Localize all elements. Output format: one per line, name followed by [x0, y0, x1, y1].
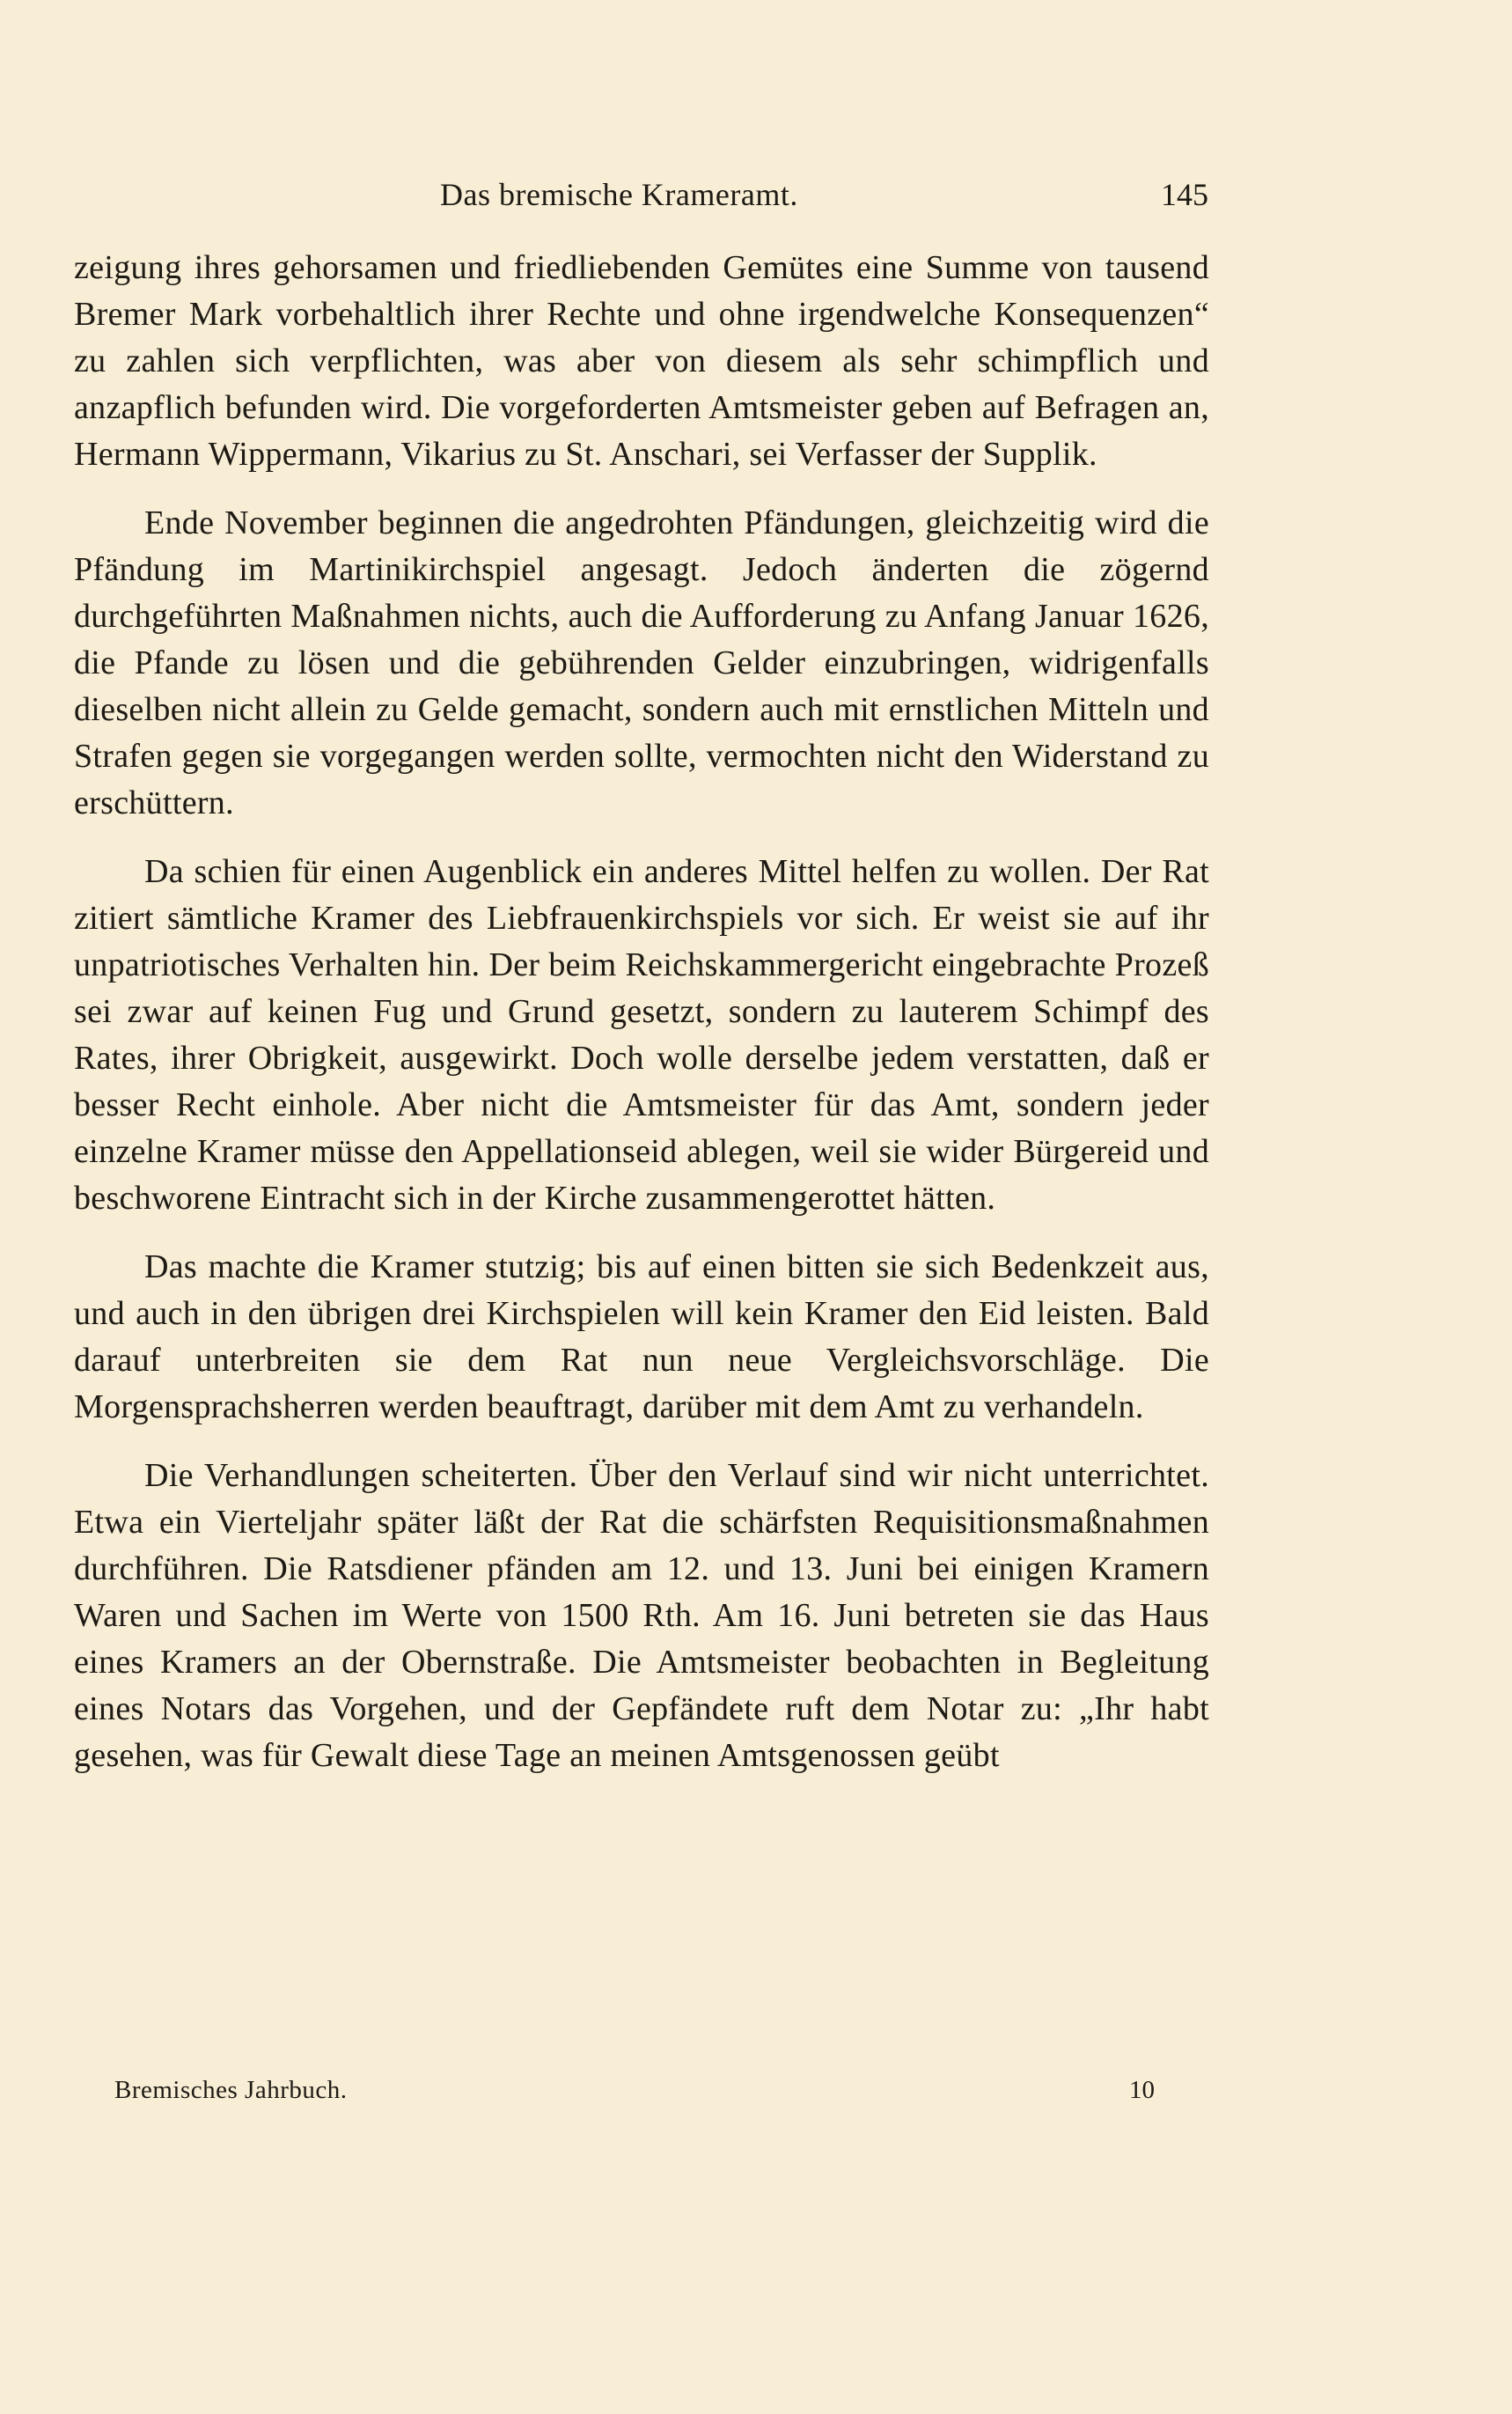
paragraph-4: Das machte die Kramer stutzig; bis auf einen bitten sie sich Bedenkzeit aus, und auch in den übrigen drei Kirchspielen will kein Kramer den Eid leisten. Bald darauf unterbreiten sie dem Rat nun neue Vergleichsvorschläge. Die Morgensprachsherren werden beauftragt, darüber mit dem Amt zu verhandeln.	[74, 1248, 1209, 1425]
paragraph-1: zeigung ihres gehorsamen und friedliebenden Gemütes eine Summe von tausend Bremer Mark vorbehaltlich ihrer Rechte und ohne irgendwelche Konsequenzen“ zu zahlen sich verpflichten, was aber von diesem als sehr schimpflich und anzapflich befunden wird. Die vorgeforderten Amtsmeister geben auf Befragen an, Hermann Wippermann, Vikarius zu St. Anschari, sei Verfasser der Supplik.	[74, 249, 1209, 473]
paragraph-2: Ende November beginnen die angedrohten Pfändungen, gleichzeitig wird die Pfändung im Martinikirchspiel angesagt. Jedoch änderten die zögernd durchgeführten Maßnahmen nichts, auch die Aufforderung zu Anfang Januar 1626, die Pfande zu lösen und die gebührenden Gelder einzubringen, widrigenfalls dieselben nicht allein zu Gelde gemacht, sondern auch mit ernstlichen Mitteln und Strafen gegen sie vorgegangen werden sollte, vermochten nicht den Widerstand zu erschüttern.	[74, 504, 1209, 821]
running-head-title: Das bremische Krameramt.	[440, 177, 798, 212]
body-text	[74, 245, 1209, 1801]
footer-signature: Bremisches Jahrbuch.	[114, 2076, 348, 2104]
paragraph-3: Da schien für einen Augenblick ein anderes Mittel helfen zu wollen. Der Rat zitiert sämtliche Kramer des Liebfrauenkirchspiels vor sich. Er weist sie auf ihr unpatriotisches Verhalten hin. Der beim Reichskammergericht eingebrachte Prozeß sei zwar auf keinen Fug und Grund gesetzt, sondern zu lauterem Schimpf des Rates, ihrer Obrigkeit, ausgewirkt. Doch wolle derselbe jedem verstatten, daß er besser Recht einhole. Aber nicht die Amtsmeister für das Amt, sondern jeder einzelne Kramer müsse den Appellationseid ablegen, weil sie wider Bürgereid und beschworene Eintracht sich in der Kirche zusammengerottet hätten.	[74, 853, 1209, 1217]
paragraph-5: Die Verhandlungen scheiterten. Über den Verlauf sind wir nicht unterrichtet. Etwa ein Vierteljahr später läßt der Rat die schärfsten Requisitionsmaßnahmen durchführen. Die Ratsdiener pfänden am 12. und 13. Juni bei einigen Kramern Waren und Sachen im Werte von 1500 Rth. Am 16. Juni betreten sie das Haus eines Kramers an der Obernstraße. Die Amtsmeister beobachten in Begleitung eines Notars das Vorgehen, und der Gepfändete ruft dem Notar zu: „Ihr habt gesehen, was für Gewalt diese Tage an meinen Amtsgenossen geübt	[74, 1457, 1209, 1774]
footer-sheet-number: 10	[1129, 2076, 1155, 2104]
page-number: 145	[1161, 177, 1208, 212]
